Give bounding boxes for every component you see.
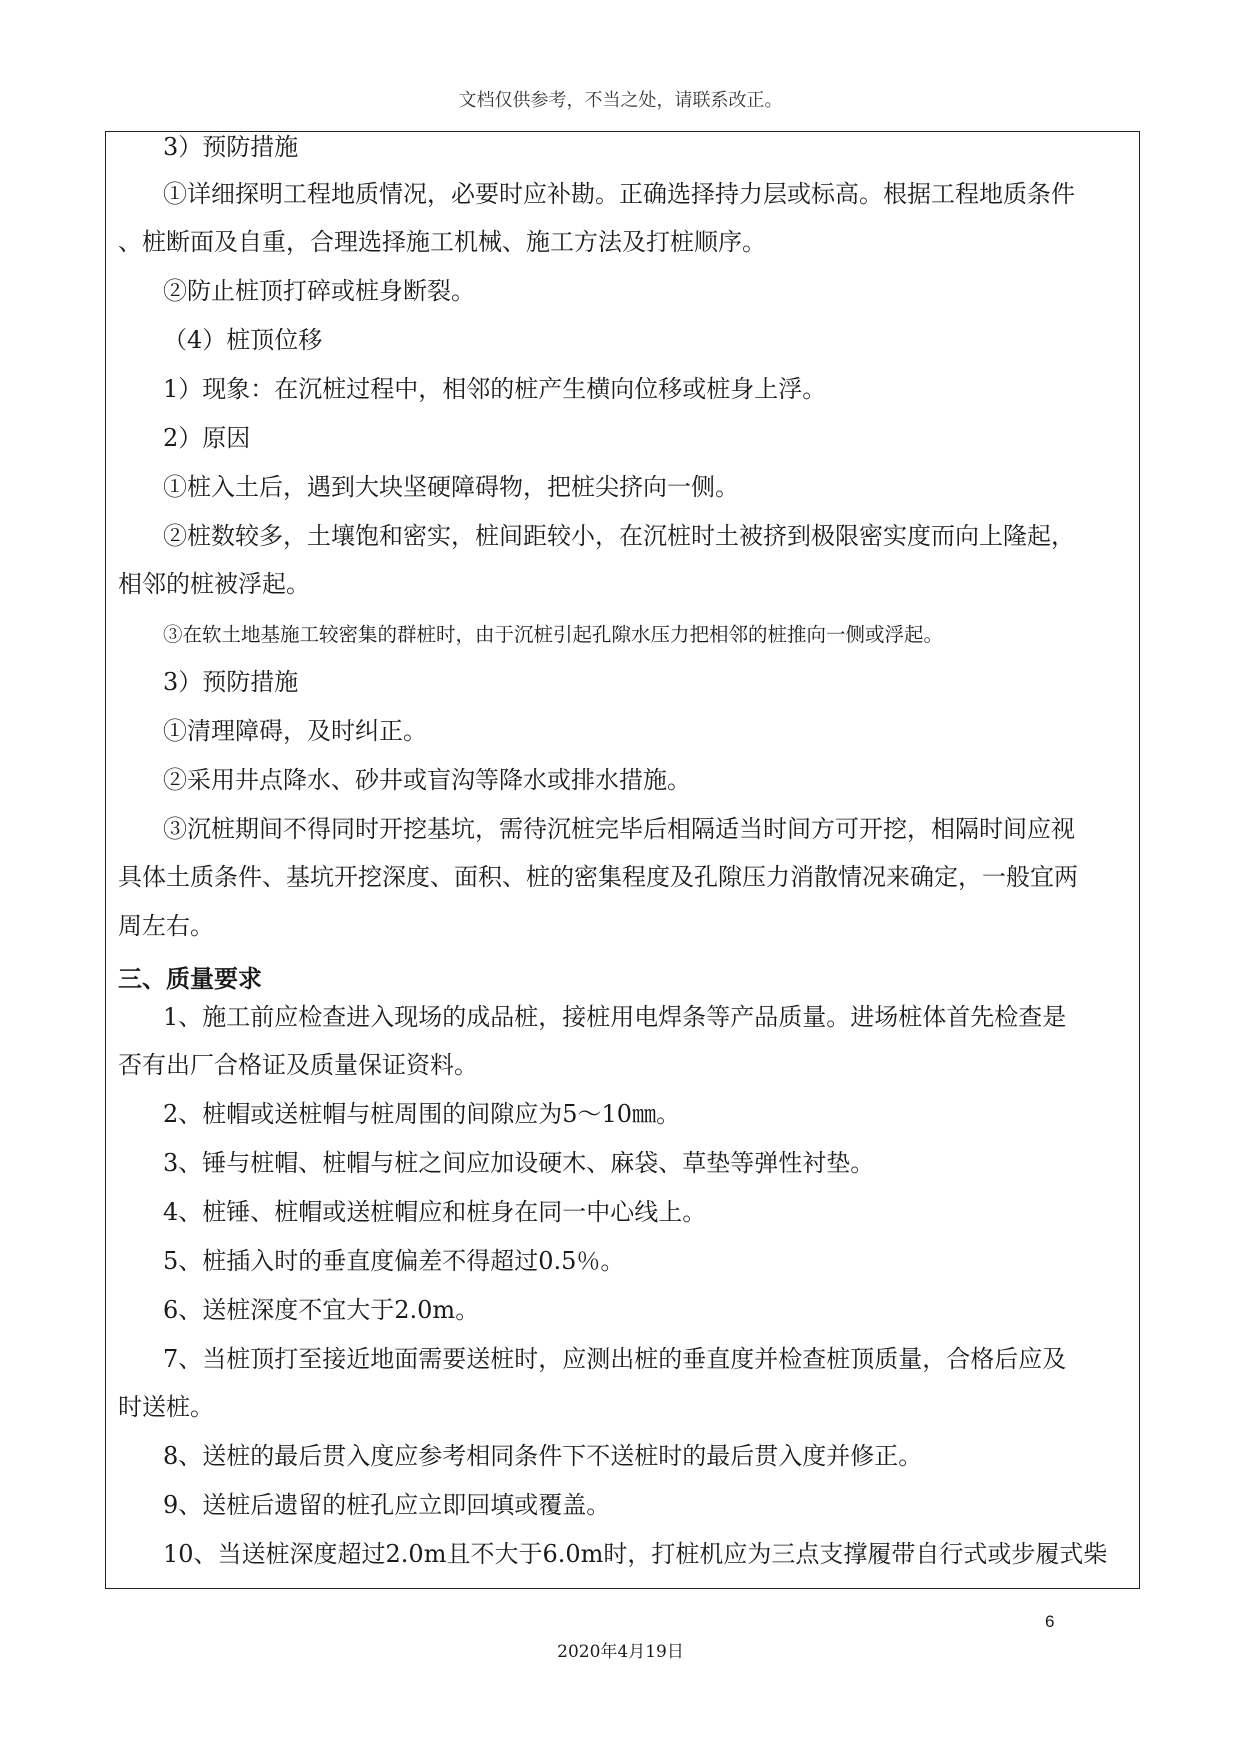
text-line: ②桩数较多，土壤饱和密实，桩间距较小，在沉桩时土被挤到极限密实度而向上隆起， bbox=[163, 522, 1075, 550]
text-line: 、桩断面及自重，合理选择施工机械、施工方法及打桩顺序。 bbox=[118, 228, 766, 256]
text-line: 相邻的桩被浮起。 bbox=[118, 570, 310, 598]
text-line: ①清理障碍，及时纠正。 bbox=[163, 717, 427, 745]
content-frame bbox=[105, 131, 1140, 1589]
text-line: 8、送桩的最后贯入度应参考相同条件下不送桩时的最后贯入度并修正。 bbox=[163, 1442, 923, 1470]
text-line: 具体土质条件、基坑开挖深度、面积、桩的密集程度及孔隙压力消散情况来确定，一般宜两 bbox=[118, 863, 1078, 891]
text-line: 3）预防措施 bbox=[163, 668, 299, 696]
text-line: 3）预防措施 bbox=[163, 133, 299, 161]
text-line: 1）现象：在沉桩过程中，相邻的桩产生横向位移或桩身上浮。 bbox=[163, 375, 827, 403]
header-note: 文档仅供参考，不当之处，请联系改正。 bbox=[458, 90, 783, 111]
text-line: 7、当桩顶打至接近地面需要送桩时，应测出桩的垂直度并检查桩顶质量，合格后应及 bbox=[163, 1345, 1067, 1373]
text-line: ①桩入土后，遇到大块坚硬障碍物，把桩尖挤向一侧。 bbox=[163, 473, 739, 501]
text-line: 周左右。 bbox=[118, 912, 214, 940]
text-line: 时送桩。 bbox=[118, 1393, 214, 1421]
text-line: 2、桩帽或送桩帽与桩周围的间隙应为5～10㎜。 bbox=[163, 1100, 681, 1128]
text-line: （4）桩顶位移 bbox=[163, 326, 323, 354]
section-heading: 三、质量要求 bbox=[118, 965, 262, 993]
text-line: 10、当送桩深度超过2.0m且不大于6.0m时，打桩机应为三点支撑履带自行式或步履式柴 bbox=[163, 1540, 1108, 1568]
text-line: ①详细探明工程地质情况，必要时应补勘。正确选择持力层或标高。根据工程地质条件 bbox=[163, 180, 1075, 208]
text-line: ③沉桩期间不得同时开挖基坑，需待沉桩完毕后相隔适当时间方可开挖，相隔时间应视 bbox=[163, 815, 1075, 843]
page-number: 6 bbox=[1045, 1612, 1055, 1631]
text-line: ②采用井点降水、砂井或盲沟等降水或排水措施。 bbox=[163, 766, 691, 794]
text-line: 3、锤与桩帽、桩帽与桩之间应加设硬木、麻袋、草垫等弹性衬垫。 bbox=[163, 1149, 875, 1177]
text-line: ②防止桩顶打碎或桩身断裂。 bbox=[163, 277, 475, 305]
text-line: 1、施工前应检查进入现场的成品桩，接桩用电焊条等产品质量。进场桩体首先检查是 bbox=[163, 1003, 1067, 1031]
text-line: 9、送桩后遗留的桩孔应立即回填或覆盖。 bbox=[163, 1491, 611, 1519]
text-line: 否有出厂合格证及质量保证资料。 bbox=[118, 1051, 478, 1079]
text-line: ③在软土地基施工较密集的群桩时，由于沉桩引起孔隙水压力把相邻的桩推向一侧或浮起。 bbox=[163, 623, 944, 646]
text-line: 6、送桩深度不宜大于2.0m。 bbox=[163, 1296, 480, 1324]
text-line: 5、桩插入时的垂直度偏差不得超过0.5％。 bbox=[163, 1247, 625, 1275]
text-line: 2）原因 bbox=[163, 424, 251, 452]
text-line: 4、桩锤、桩帽或送桩帽应和桩身在同一中心线上。 bbox=[163, 1198, 707, 1226]
footer-date: 2020年4月19日 bbox=[557, 1642, 684, 1662]
